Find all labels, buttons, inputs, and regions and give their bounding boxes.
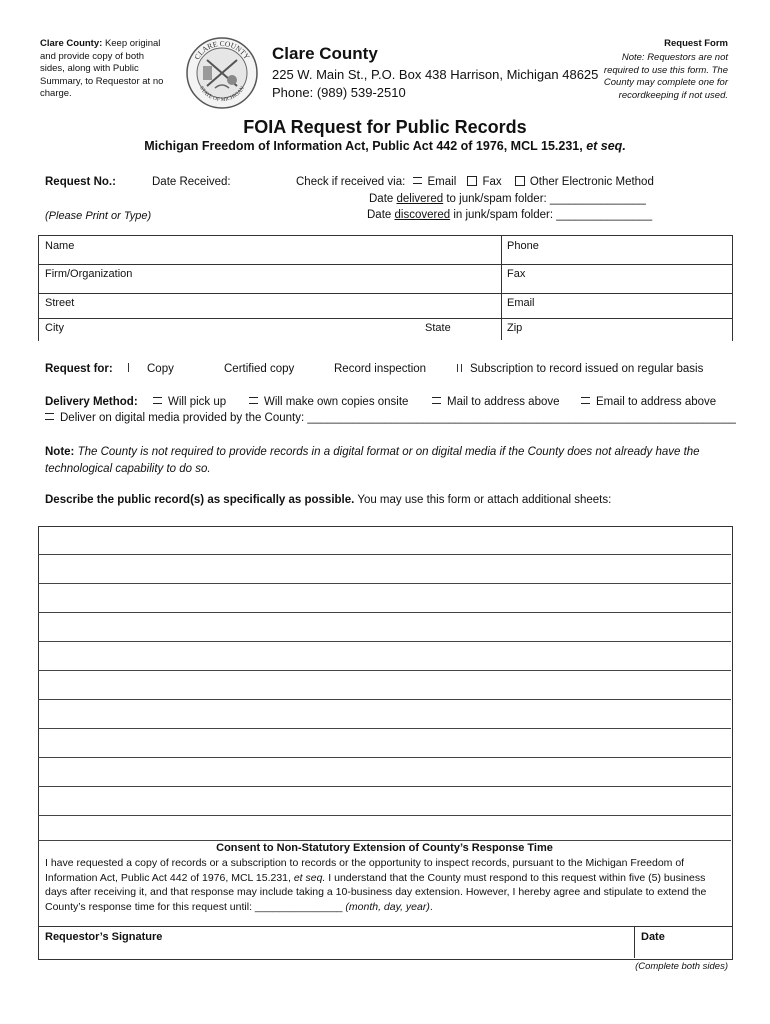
discovered-suffix: in junk/spam folder: _______________ (450, 209, 653, 221)
county-address: 225 W. Main St., P.O. Box 438 Harrison, Michigan 48625 (272, 67, 599, 82)
city-field[interactable]: City (45, 322, 64, 334)
divider (501, 235, 502, 340)
description-line[interactable] (38, 700, 731, 729)
description-line[interactable] (38, 729, 731, 758)
county-seal (185, 36, 259, 110)
certified-copy-option[interactable] (224, 363, 294, 375)
pickup-option[interactable] (153, 396, 226, 408)
subtitle-italic: et seq. (586, 139, 626, 153)
email-via-label: Email (427, 176, 457, 188)
fax-checkbox[interactable] (467, 176, 477, 186)
description-line[interactable] (38, 816, 731, 841)
inspection-label: Record inspection (334, 363, 427, 375)
contact-table (38, 235, 733, 341)
request-for-label: Request for: (45, 363, 113, 375)
consent-title: Consent to Non-Statutory Extension of County’s Response Time (216, 842, 553, 854)
note-label: Note: (45, 446, 75, 458)
certified-label: Certified copy (224, 363, 295, 375)
name-field[interactable]: Name (45, 240, 75, 252)
print-note: (Please Print or Type) (45, 210, 152, 222)
left-note-label: Clare County: (40, 38, 103, 49)
describe-bold: Describe the public record(s) as specifically as possible. (45, 494, 355, 506)
fax-field[interactable]: Fax (507, 268, 526, 280)
other-method-label: Other Electronic Method (529, 176, 654, 188)
own-copies-option[interactable] (249, 396, 408, 408)
zip-field[interactable]: Zip (507, 322, 523, 334)
street-field[interactable]: Street (45, 297, 75, 309)
description-line[interactable] (38, 526, 731, 555)
note-text: The County is not required to provide records in a digital format or on digital media if the County does not already have the technological capability to do so. (45, 446, 700, 475)
describe-instruction (45, 494, 611, 506)
subtitle-main: Michigan Freedom of Information Act, Public Act 442 of 1976, MCL 15.231, (144, 139, 587, 153)
firm-field[interactable]: Firm/Organization (45, 268, 133, 280)
date-received-label: Date Received: (152, 176, 231, 188)
discovered-prefix: Date (367, 209, 395, 221)
email-delivery-label: Email to address above (596, 396, 717, 408)
discovered-word: discovered (394, 209, 451, 221)
check-label: Check if received via: (296, 176, 406, 188)
consent-text-3: . (429, 900, 433, 913)
own-copies-label: Will make own copies onsite (264, 396, 409, 408)
consent-text-2: I understand that the County must respond to this request within five (5) business days after receiving it, and that response may include taking a 10-business day extension. However, I hereby agree and stipulate to extend the County’s response time for this request until: _______________ (45, 871, 707, 913)
description-line[interactable] (38, 555, 731, 584)
received-via-row (296, 176, 654, 188)
description-line[interactable] (38, 758, 731, 787)
consent-italic-1: et seq. (293, 871, 326, 884)
description-line[interactable] (38, 613, 731, 642)
email-field[interactable]: Email (507, 297, 535, 309)
request-form-title: Request Form (664, 38, 728, 49)
left-header-note (40, 38, 170, 101)
delivered-suffix: to junk/spam folder: _______________ (443, 193, 646, 205)
seal-bottom-text: STATE OF MICHIGAN (198, 85, 246, 104)
divider (38, 318, 732, 319)
pickup-checkbox[interactable] (153, 397, 162, 404)
seal-icon (185, 36, 259, 110)
divider (38, 926, 732, 927)
left-note-text: Keep original and provide copy of both sides, along with Public Summary, to Requestor at no charge. (40, 38, 164, 99)
description-line[interactable] (38, 642, 731, 671)
request-no-label: Request No.: (45, 176, 116, 188)
seal-top-text: CLARE COUNTY (192, 38, 252, 62)
email-delivery-option[interactable] (581, 396, 716, 408)
pickup-label: Will pick up (168, 396, 227, 408)
consent-italic-2: (month, day, year) (345, 900, 430, 913)
state-field[interactable]: State (425, 322, 451, 334)
footer-note: (Complete both sides) (635, 961, 728, 972)
description-line[interactable] (38, 671, 731, 700)
digital-media-label: Deliver on digital media provided by the County: ___________________________________________________________________ (60, 412, 736, 424)
fax-via-label: Fax (482, 176, 502, 188)
digital-note (45, 444, 725, 478)
record-inspection-option[interactable] (334, 363, 426, 375)
county-name: Clare County (272, 44, 378, 63)
describe-rest: You may use this form or attach additional sheets: (354, 494, 612, 506)
discovered-junk-line[interactable] (367, 209, 652, 221)
other-method-checkbox[interactable] (515, 176, 525, 186)
digital-media-option[interactable] (45, 412, 736, 424)
page-subtitle (0, 139, 770, 153)
consent-text-1: I have requested a copy of records or a subscription to records or the opportunity to inspect records, pursuant to the Michigan Freedom of Information Act, Public Act 442 of 1976, MCL 15.231, (45, 857, 685, 884)
right-header-note: Note: Requestors are not required to use this form. The County may complete one for recordkeeping if not used. (603, 52, 728, 101)
divider (38, 264, 732, 265)
divider (38, 293, 732, 294)
consent-text (45, 856, 725, 914)
copy-option[interactable] (128, 363, 174, 375)
email-delivery-checkbox[interactable] (581, 397, 590, 404)
description-line[interactable] (38, 584, 731, 613)
digital-media-checkbox[interactable] (45, 413, 54, 420)
mail-option[interactable] (432, 396, 560, 408)
signature-date-field[interactable]: Date (641, 931, 665, 943)
mail-checkbox[interactable] (432, 397, 441, 404)
county-phone: Phone: (989) 539-2510 (272, 85, 406, 100)
description-line[interactable] (38, 787, 731, 816)
subscription-option[interactable] (457, 363, 703, 375)
page-title: FOIA Request for Public Records (243, 117, 527, 137)
delivered-word: delivered (396, 193, 444, 205)
mail-label: Mail to address above (447, 396, 560, 408)
delivered-junk-line[interactable] (369, 193, 646, 205)
divider (634, 926, 635, 958)
delivered-prefix: Date (369, 193, 397, 205)
subscription-label: Subscription to record issued on regular basis (470, 363, 704, 375)
signature-field[interactable]: Requestor’s Signature (45, 931, 163, 943)
copy-label: Copy (147, 363, 174, 375)
delivery-label: Delivery Method: (45, 396, 138, 408)
own-copies-checkbox[interactable] (249, 397, 258, 404)
phone-field[interactable]: Phone (507, 240, 539, 252)
email-checkbox[interactable] (413, 177, 422, 184)
delivery-method-row (45, 396, 138, 408)
